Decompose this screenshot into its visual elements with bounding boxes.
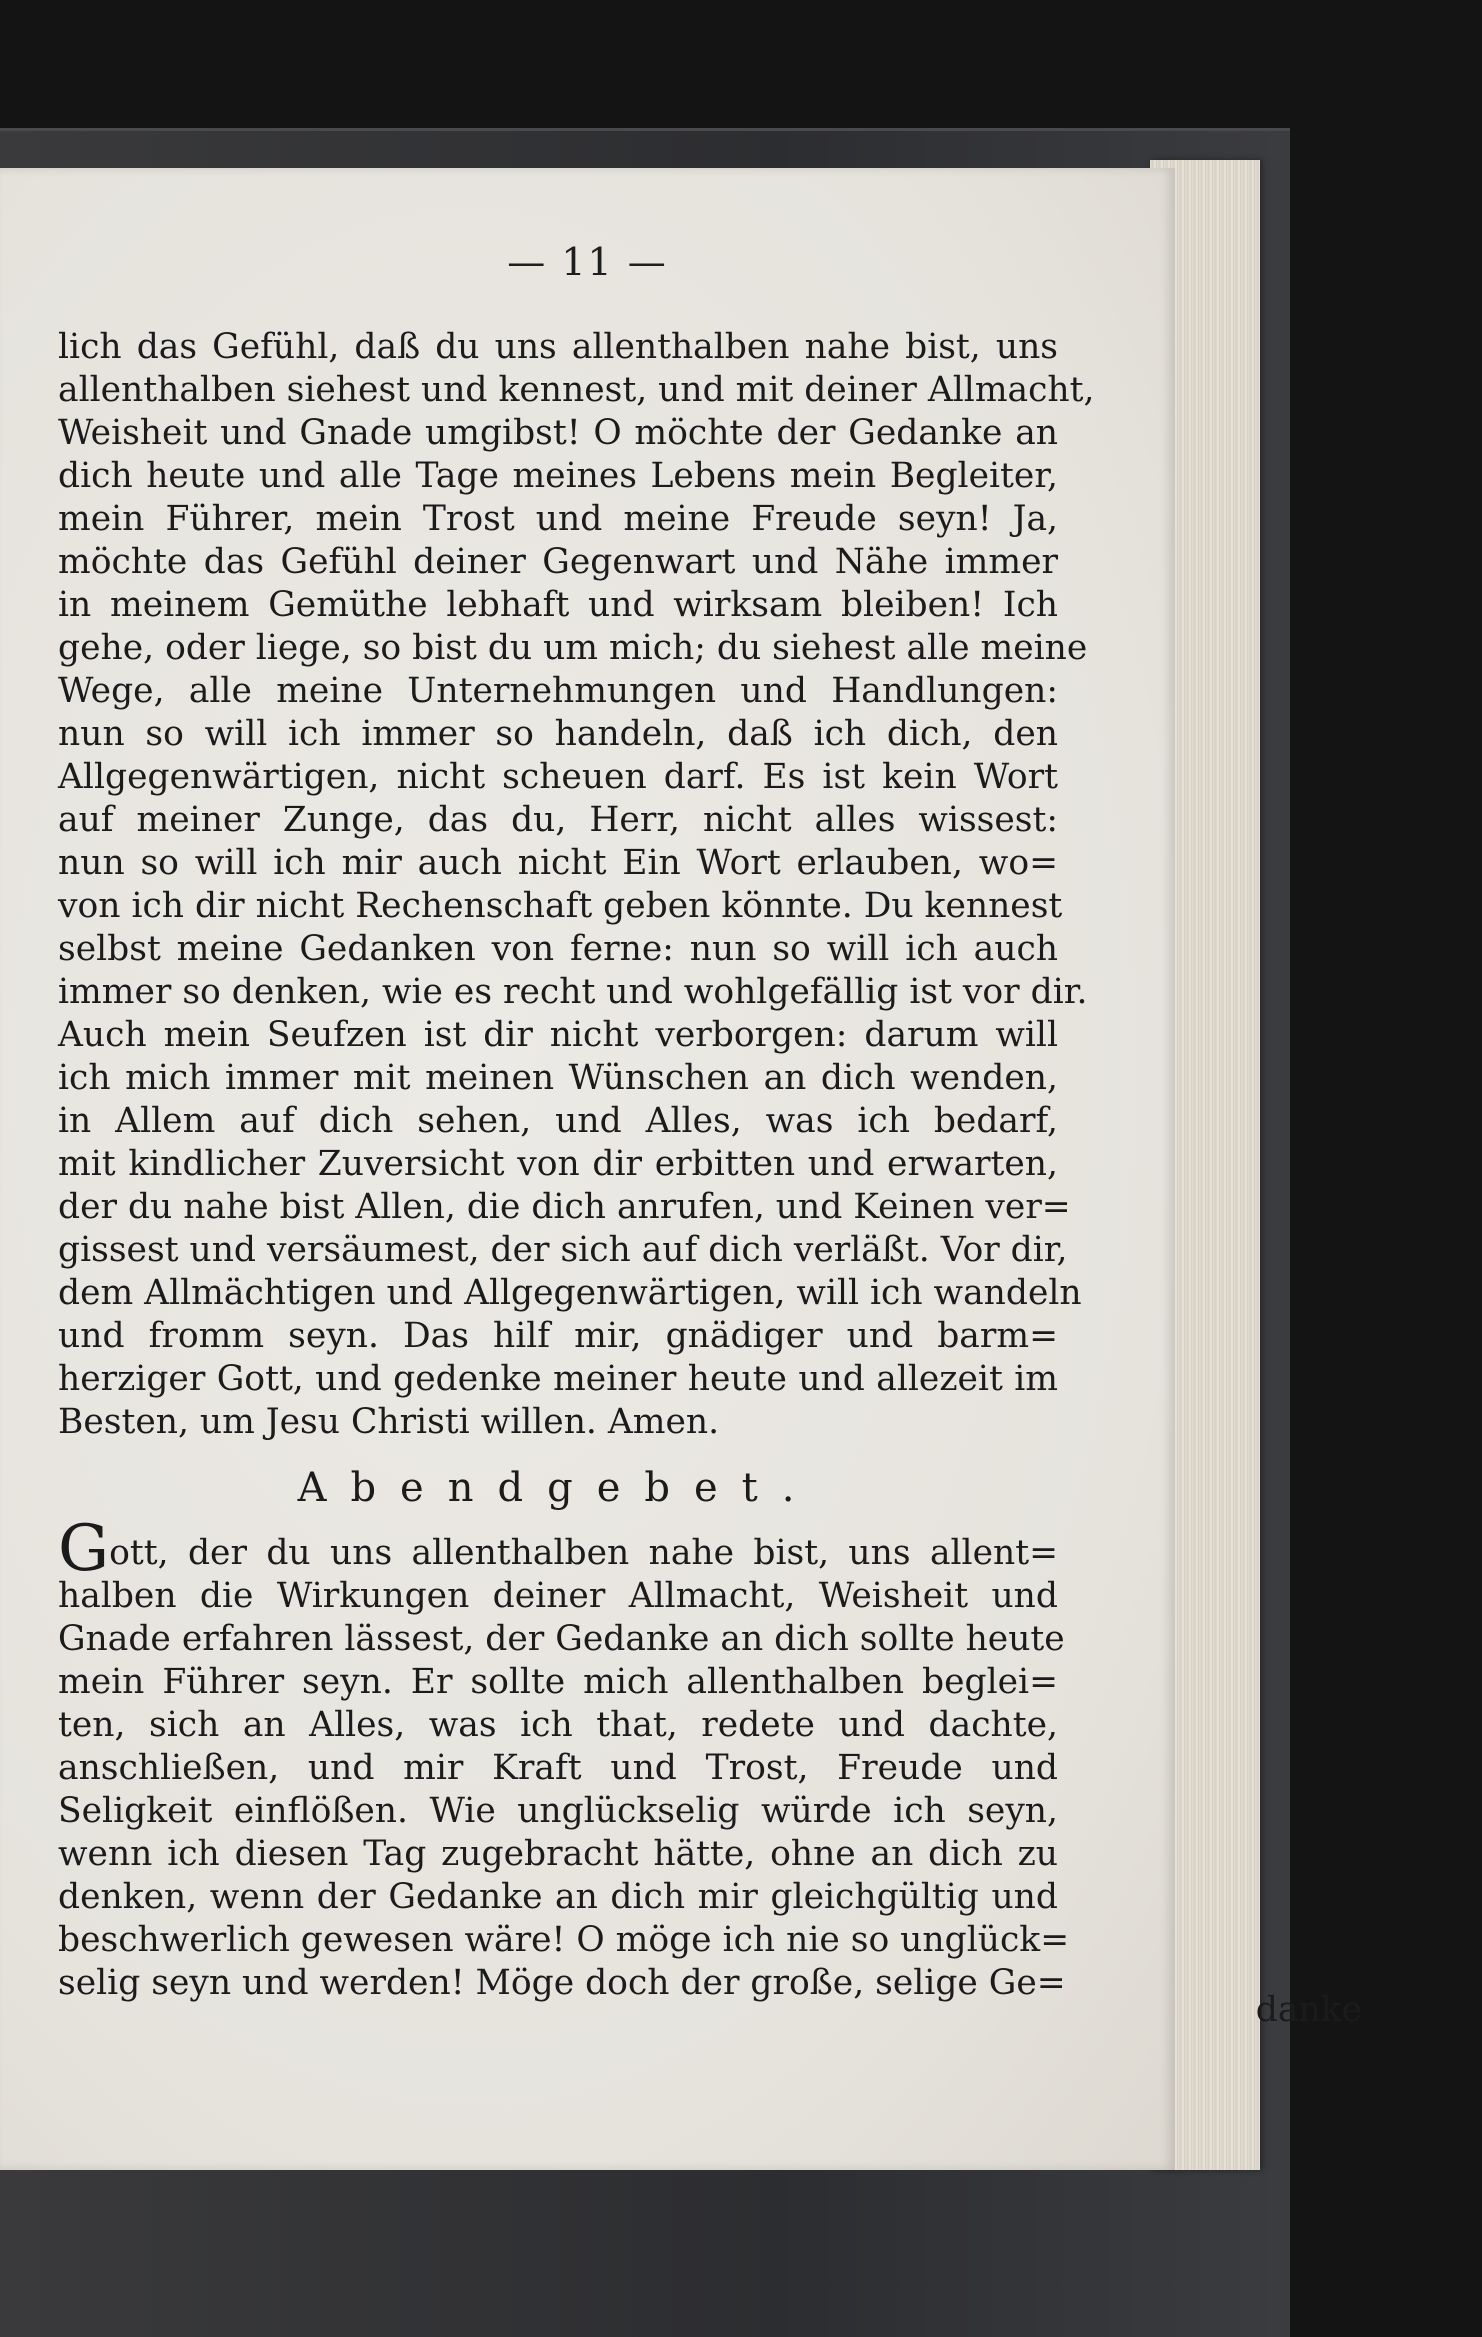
section-title: Abendgebet.: [297, 1465, 819, 1511]
paragraph-morning-prayer-end: [58, 326, 1095, 1444]
text-line: Auch mein Seufzen ist dir nicht verborgen: darum will: [58, 1015, 1058, 1055]
text-line: Gott, der du uns allenthalben nahe bist, uns allent=: [58, 1512, 1058, 1586]
text-line: auf meiner Zunge, das du, Herr, nicht alles wissest:: [58, 800, 1058, 840]
text-line: nun so will ich mir auch nicht Ein Wort erlauben, wo=: [58, 843, 1058, 883]
page-text: [58, 326, 1095, 2005]
text-line: dem Allmächtigen und Allgegenwärtigen, will ich wandeln: [58, 1273, 1082, 1313]
catchword: danke: [1255, 1990, 1362, 2030]
text-line: beschwerlich gewesen wäre! O möge ich nie so unglück=: [58, 1920, 1070, 1960]
text-line: der du nahe bist Allen, die dich anrufen, und Keinen ver=: [58, 1187, 1071, 1227]
text-line: gehe, oder liege, so bist du um mich; du siehest alle meine: [58, 628, 1088, 668]
drop-capital: G: [58, 1512, 110, 1586]
text-line: anschließen, und mir Kraft und Trost, Freude und: [58, 1748, 1058, 1788]
text-line: Allgegenwärtigen, nicht scheuen darf. Es ist kein Wort: [58, 757, 1058, 797]
text-line: halben die Wirkungen deiner Allmacht, Weisheit und: [58, 1576, 1058, 1616]
text-line: von ich dir nicht Rechenschaft geben könnte. Du kennest: [58, 886, 1063, 926]
text-line: immer so denken, wie es recht und wohlgefällig ist vor dir.: [58, 972, 1088, 1012]
text-line: Gnade erfahren lässest, der Gedanke an dich sollte heute: [58, 1619, 1065, 1659]
text-line: selbst meine Gedanken von ferne: nun so will ich auch: [58, 929, 1058, 969]
text-line: in meinem Gemüthe lebhaft und wirksam bleiben! Ich: [58, 585, 1058, 625]
text-line: selig seyn und werden! Möge doch der große, selige Ge=: [58, 1963, 1066, 2003]
text-line: mein Führer, mein Trost und meine Freude seyn! Ja,: [58, 499, 1058, 539]
text-line: denken, wenn der Gedanke an dich mir gleichgültig und: [58, 1877, 1058, 1917]
text-line: und fromm seyn. Das hilf mir, gnädiger und barm=: [58, 1316, 1058, 1356]
text-line: mit kindlicher Zuversicht von dir erbitten und erwarten,: [58, 1144, 1058, 1184]
text-line: Wege, alle meine Unternehmungen und Handlungen:: [58, 671, 1058, 711]
text-line: ten, sich an Alles, was ich that, redete und dachte,: [58, 1705, 1058, 1745]
text-line: möchte das Gefühl deiner Gegenwart und Nähe immer: [58, 542, 1058, 582]
text-line: mein Führer seyn. Er sollte mich allenthalben beglei=: [58, 1662, 1058, 1702]
paragraph-evening-prayer: [58, 1512, 1070, 2005]
text-line: dich heute und alle Tage meines Lebens mein Begleiter,: [58, 456, 1058, 496]
text-line: allenthalben siehest und kennest, und mit deiner Allmacht,: [58, 370, 1095, 410]
text-line: lich das Gefühl, daß du uns allenthalben nahe bist, uns: [58, 327, 1058, 367]
text-line: Besten, um Jesu Christi willen. Amen.: [58, 1402, 720, 1442]
text-line: herziger Gott, und gedenke meiner heute und allezeit im: [58, 1359, 1058, 1399]
text-line: nun so will ich immer so handeln, daß ich dich, den: [58, 714, 1058, 754]
text-line: Seligkeit einflößen. Wie unglückselig würde ich seyn,: [58, 1791, 1058, 1831]
text-line: wenn ich diesen Tag zugebracht hätte, ohne an dich zu: [58, 1834, 1058, 1874]
text-line: gissest und versäumest, der sich auf dich verläßt. Vor dir,: [58, 1230, 1068, 1270]
text-line: in Allem auf dich sehen, und Alles, was ich bedarf,: [58, 1101, 1058, 1141]
page-number: — 11 —: [507, 240, 668, 284]
text-line: Weisheit und Gnade umgibst! O möchte der Gedanke an: [58, 413, 1058, 453]
text-line: ich mich immer mit meinen Wünschen an dich wenden,: [58, 1058, 1058, 1098]
